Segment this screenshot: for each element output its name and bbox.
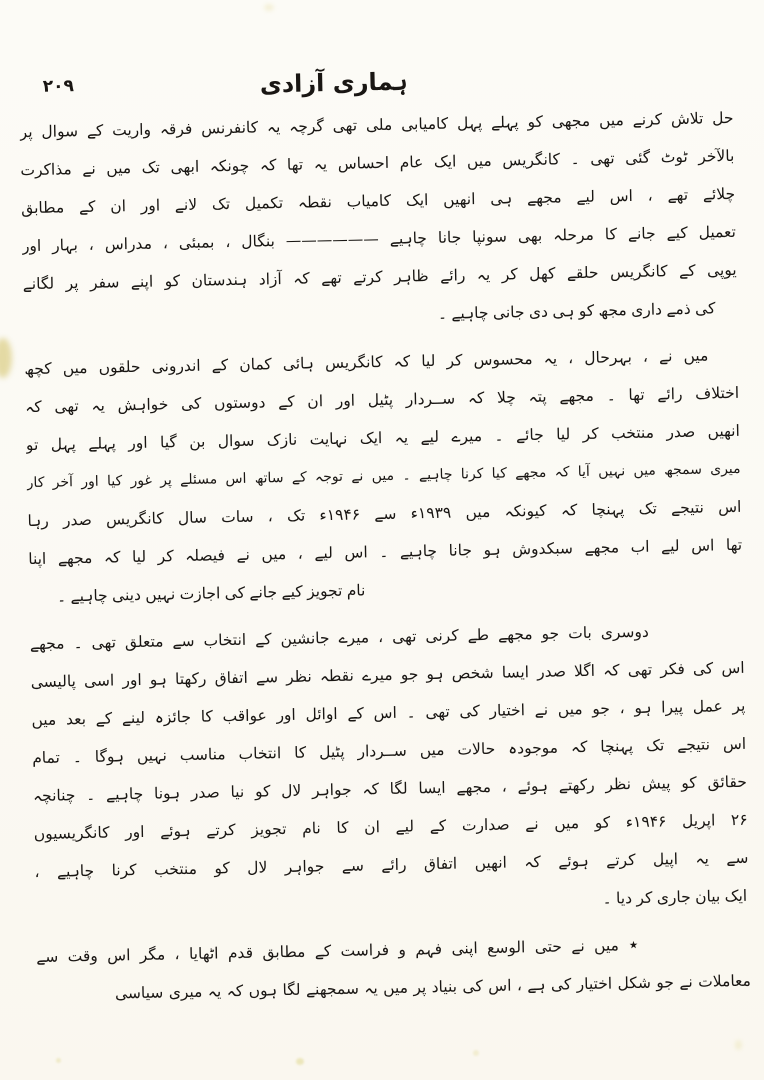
- text-line: حل تلاش کرنے میں مجھی کو پہلے پہل کامیابی ملی تھی گرچہ یہ کانفرنس فرقہ واریت کے سوال پر: [19, 108, 734, 142]
- footnote-line: معاملات نے جو شکل اختیار کی ہے ، اس کی بنیاد پر میں یہ سمجھنے لگا ہوں کہ یہ میری سیاسی: [114, 971, 752, 1003]
- text-line: بالآخر ٹوٹ گئی تھی ۔ کانگریس میں ایک عام احساس یہ تھا کہ چونکہ ابھی تک میں نے مذاکرت: [20, 146, 735, 180]
- text-line: اس نتیجے تک پہنچا کہ موجودہ حالات میں ســردار پٹیل کا انتخاب مناسب نہیں ہوگا ۔ تمام: [32, 734, 747, 768]
- text-line: تعمیل کیے جانے کا مرحلہ بھی سونپا جانا چاہیے —————— بنگال ، بمبئی ، مدراس ، بہار اور: [21, 222, 737, 256]
- text-line: میری سمجھ میں نہیں آیا کہ مجھے کیا کرنا چاہیے ۔ میں نے توجہ کے ساتھ اس مسئلے پر غور کیا اور آخر کار: [26, 460, 741, 492]
- page-title: ہماری آزادی: [259, 67, 408, 99]
- text-line: نام تجویز کیے جانے کی اجازت نہیں دینی چاہیے ۔: [56, 581, 366, 606]
- text-line: انھیں صدر منتخب کر لیا جائے ۔ میرے لیے یہ ایک نہایت نازک سوال بن گیا اور پہلے پہل تو: [25, 421, 740, 455]
- text-line: اس نتیجے تک پہنچا کہ کیونکہ میں ۱۹۳۹ء سے ۱۹۴۶ء تک ، سات سال کانگریس صدر رہا: [27, 497, 742, 531]
- footnote-paragraph: [36, 924, 751, 1014]
- paper-speck: [264, 4, 274, 11]
- text-line: میں نے ، بہرحال ، یہ محسوس کر لیا کہ کانگریس ہائی کمان کے اندرونی حلقوں میں کچھ: [24, 346, 709, 379]
- text-line: ۲۶ اپریل ۱۹۴۶ء کو میں نے صدارت کے لیے ان کا نام تجویز کرتے ہوئے اور کانگریسیوں: [33, 810, 748, 844]
- page-content: [18, 55, 751, 1023]
- text-line: تھا اس لیے اب مجھے سبکدوش ہو جانا چاہیے ۔ اس لیے ، میں نے فیصلہ کر لیا کہ مجھے اپنا: [28, 535, 743, 569]
- text-line: اس کی فکر تھی کہ اگلا صدر ایسا شخص ہو جو میرے نقطہ نظر سے اتفاق رکھتا ہو اور اسی پالیسی: [30, 658, 745, 692]
- paragraph-2: [24, 336, 743, 616]
- footnote-text: میں نے حتی الوسع اپنی فہم و فراست کے مطابق قدم اٹھایا ، مگر اس وقت سے: [36, 936, 620, 967]
- text-line: پر عمل پیرا ہو ، جو میں نے اختیار کی تھی ۔ اس کے اوائل اور عواقب کا جائزہ لینے کے بعد میں: [31, 696, 746, 730]
- footnote-asterisk: ٭: [628, 934, 639, 956]
- paper-speck: [473, 1050, 479, 1056]
- text-line: حقائق کو پیش نظر رکھتے ہوئے ، مجھے ایسا لگا کہ جواہر لال کو نیا صدر ہونا چاہیے ۔ چنانچہ: [32, 772, 748, 806]
- text-line: سے یہ اپیل کرتے ہوئے کہ انھیں اتفاق رائے سے جواہر لال کو منتخب کرنا چاہیے ،: [34, 848, 749, 882]
- paragraph-3: [30, 611, 750, 929]
- text-line: دوسری بات جو مجھے طے کرنی تھی ، میرے جانشین کے انتخاب سے متعلق تھی ۔ مجھے: [29, 622, 650, 654]
- paper-speck: [56, 1058, 61, 1063]
- paragraph-1: [19, 99, 737, 341]
- text-line: کی ذمے داری مجھ کو ہی دی جانی چاہیے ۔: [437, 299, 716, 323]
- page-number: ۲۰۹: [42, 76, 75, 97]
- text-line: یوپی کے کانگریس حلقے کھل کر یہ رائے ظاہر کرتے تھے کہ آزاد ہندستان کو اپنے سفر پر لگانے: [22, 260, 737, 294]
- paper-speck: [735, 1040, 742, 1050]
- text-line: اختلاف رائے تھا ۔ مجھے پتہ چلا کہ ســردار پٹیل اور ان کے دوستوں کی خواہش یہ تھی کہ: [25, 383, 740, 417]
- paper-speck: [296, 1058, 304, 1065]
- text-line: چلائے تھے ، اس لیے مجھے ہی انھیں ایک کامیاب نقطہ تکمیل تک لانے اور ان کے مطابق: [21, 184, 736, 218]
- paper-stain: [0, 338, 12, 378]
- text-line: ایک بیان جاری کر دیا ۔: [602, 886, 748, 908]
